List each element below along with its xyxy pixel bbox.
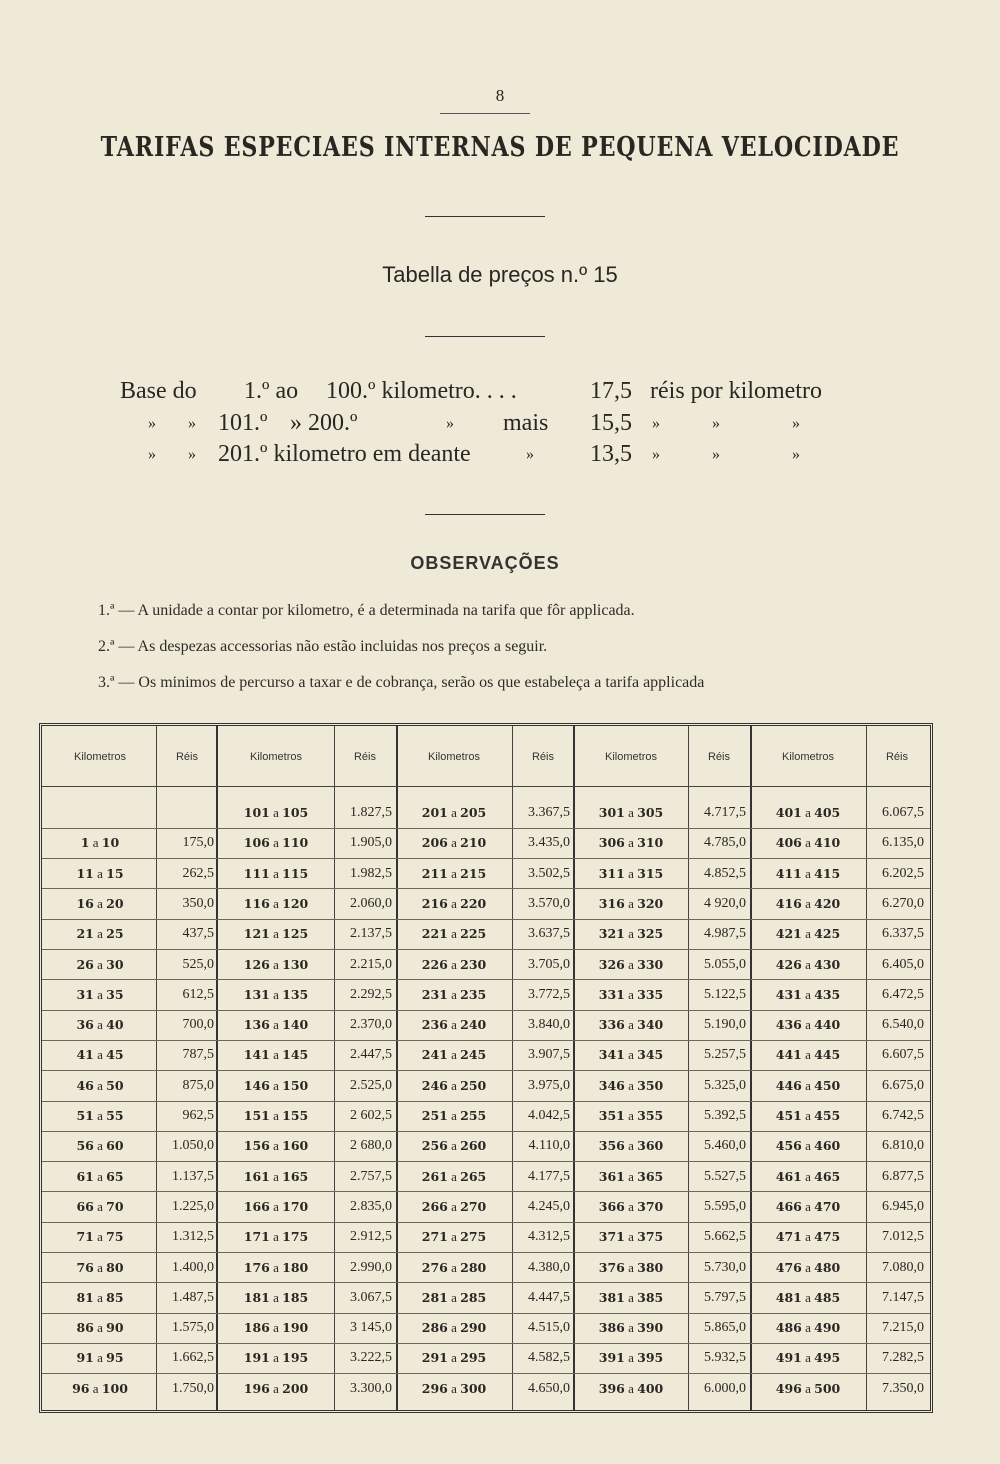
base-cell: 15,5 xyxy=(590,410,632,436)
reis-cell: 6.067,5 xyxy=(882,805,924,820)
base-cell: » xyxy=(652,415,660,432)
divider-bottom xyxy=(425,514,545,515)
page-number-rule xyxy=(440,113,530,114)
km-range-cell: 156 a 160 xyxy=(243,1138,309,1154)
reis-cell: 6.810,0 xyxy=(882,1138,924,1154)
km-range-cell: 216 a 220 xyxy=(421,895,487,911)
reis-cell: 4.987,5 xyxy=(704,926,746,942)
km-range-cell: 91 a 95 xyxy=(76,1350,124,1366)
reis-cell: 2.060,0 xyxy=(350,895,392,911)
km-range-cell: 431 a 435 xyxy=(775,986,841,1002)
km-range-cell: 106 a 110 xyxy=(243,835,309,851)
reis-cell: 3.300,0 xyxy=(350,1380,392,1396)
km-range-cell: 451 a 455 xyxy=(775,1108,841,1123)
reis-cell: 4.110,0 xyxy=(528,1138,570,1154)
base-row-3 xyxy=(0,441,1000,473)
reis-cell: 2 602,5 xyxy=(350,1108,392,1123)
reis-cell: 1.050,0 xyxy=(172,1138,214,1154)
km-range-cell: 76 a 80 xyxy=(76,1259,124,1275)
reis-cell: 3.067,5 xyxy=(350,1289,392,1305)
km-range-cell: 66 a 70 xyxy=(76,1198,124,1214)
reis-cell: 4.515,0 xyxy=(528,1320,570,1336)
reis-cell: 6.202,5 xyxy=(882,865,924,881)
reis-cell: 3.975,0 xyxy=(528,1077,570,1093)
divider-middle xyxy=(425,336,545,337)
reis-cell: 3.367,5 xyxy=(528,805,570,820)
km-range-cell: 401 a 405 xyxy=(775,805,841,820)
reis-cell: 5.122,5 xyxy=(704,986,746,1002)
km-range-cell: 221 a 225 xyxy=(421,926,487,942)
km-range-cell: 26 a 30 xyxy=(76,956,124,972)
km-range-cell: 166 a 170 xyxy=(243,1198,309,1214)
reis-cell: 7.012,5 xyxy=(882,1229,924,1245)
reis-cell: 1.905,0 xyxy=(350,835,392,851)
observation-1: 1.ª — A unidade a contar por kilometro, é a determinada na tarifa que fôr applicada. xyxy=(98,602,635,619)
km-range-cell: 286 a 290 xyxy=(421,1320,487,1336)
reis-cell: 7.080,0 xyxy=(882,1259,924,1275)
reis-cell: 4.177,5 xyxy=(528,1168,570,1184)
base-cell: réis por kilometro xyxy=(650,378,822,404)
km-range-cell: 296 a 300 xyxy=(421,1380,487,1396)
km-range-cell: 396 a 400 xyxy=(598,1380,664,1396)
reis-cell: 4.042,5 xyxy=(528,1108,570,1123)
header-kilometros: Kilometros xyxy=(428,751,480,763)
base-cell: » xyxy=(188,415,196,432)
reis-cell: 6.405,0 xyxy=(882,956,924,972)
reis-cell: 2.137,5 xyxy=(350,926,392,942)
km-range-cell: 16 a 20 xyxy=(76,895,124,911)
km-range-cell: 36 a 40 xyxy=(76,1017,124,1033)
km-range-cell: 81 a 85 xyxy=(76,1289,124,1305)
base-cell: » xyxy=(652,446,660,463)
base-cell: » xyxy=(712,415,720,432)
reis-cell: 5.865,0 xyxy=(704,1320,746,1336)
reis-cell: 6.472,5 xyxy=(882,986,924,1002)
km-range-cell: 416 a 420 xyxy=(775,895,841,911)
reis-cell: 6.945,0 xyxy=(882,1198,924,1214)
base-cell: 101.º xyxy=(218,410,268,436)
reis-cell: 437,5 xyxy=(182,926,214,942)
km-range-cell: 226 a 230 xyxy=(421,956,487,972)
reis-cell: 2.835,0 xyxy=(350,1198,392,1214)
reis-cell: 5.662,5 xyxy=(704,1229,746,1245)
km-range-cell: 426 a 430 xyxy=(775,956,841,972)
reis-cell: 5.392,5 xyxy=(704,1108,746,1123)
base-cell: 17,5 xyxy=(590,378,632,404)
reis-cell: 612,5 xyxy=(182,986,214,1002)
km-range-cell: 421 a 425 xyxy=(775,926,841,942)
km-range-cell: 331 a 335 xyxy=(598,986,664,1002)
header-kilometros: Kilometros xyxy=(605,751,657,763)
base-cell: » xyxy=(526,446,534,463)
reis-cell: 2.215,0 xyxy=(350,956,392,972)
reis-cell: 6.607,5 xyxy=(882,1047,924,1063)
km-range-cell: 346 a 350 xyxy=(598,1077,664,1093)
km-range-cell: 236 a 240 xyxy=(421,1017,487,1033)
km-range-cell: 271 a 275 xyxy=(421,1229,487,1245)
base-cell: » xyxy=(792,415,800,432)
header-reis: Réis xyxy=(885,751,908,763)
subtitle: Tabella de preços n.º 15 xyxy=(382,262,618,287)
km-range-cell: 96 a 100 xyxy=(72,1380,128,1396)
km-range-cell: 291 a 295 xyxy=(421,1350,487,1366)
reis-cell: 5.460,0 xyxy=(704,1138,746,1154)
observation-2: 2.ª — As despezas accessorias não estão incluidas nos preços a seguir. xyxy=(98,638,548,655)
reis-cell: 6.877,5 xyxy=(882,1168,924,1184)
km-range-cell: 146 a 150 xyxy=(243,1077,309,1093)
reis-cell: 5.257,5 xyxy=(704,1047,746,1063)
reis-cell: 2.990,0 xyxy=(350,1259,392,1275)
header-reis: Réis xyxy=(175,751,198,763)
reis-cell: 1.662,5 xyxy=(172,1350,214,1366)
km-range-cell: 246 a 250 xyxy=(421,1077,487,1093)
reis-cell: 5.055,0 xyxy=(704,956,746,972)
km-range-cell: 256 a 260 xyxy=(421,1138,487,1154)
km-range-cell: 211 a 215 xyxy=(421,865,487,881)
reis-cell: 4.582,5 xyxy=(528,1350,570,1366)
km-range-cell: 306 a 310 xyxy=(598,835,664,851)
header-reis: Réis xyxy=(353,751,376,763)
km-range-cell: 56 a 60 xyxy=(76,1138,124,1154)
km-range-cell: 11 a 15 xyxy=(76,865,124,881)
reis-cell: 2.370,0 xyxy=(350,1017,392,1033)
reis-cell: 525,0 xyxy=(182,956,214,972)
reis-cell: 6.270,0 xyxy=(882,895,924,911)
km-range-cell: 266 a 270 xyxy=(421,1198,487,1214)
km-range-cell: 491 a 495 xyxy=(775,1350,841,1366)
km-range-cell: 121 a 125 xyxy=(243,926,309,942)
base-cell: » xyxy=(712,446,720,463)
km-range-cell: 126 a 130 xyxy=(243,956,309,972)
reis-cell: 2.912,5 xyxy=(350,1229,392,1245)
km-range-cell: 251 a 255 xyxy=(421,1108,487,1123)
header-reis: Réis xyxy=(707,751,730,763)
header-kilometros: Kilometros xyxy=(250,751,302,763)
km-range-cell: 231 a 235 xyxy=(421,986,487,1002)
base-row-2 xyxy=(0,410,1000,442)
reis-cell: 1.982,5 xyxy=(350,865,392,881)
reis-cell: 875,0 xyxy=(182,1077,214,1093)
header-kilometros: Kilometros xyxy=(782,751,834,763)
base-cell: » xyxy=(446,415,454,432)
km-range-cell: 471 a 475 xyxy=(775,1229,841,1245)
reis-cell: 5.932,5 xyxy=(704,1350,746,1366)
km-range-cell: 171 a 175 xyxy=(243,1229,309,1245)
reis-cell: 5.190,0 xyxy=(704,1017,746,1033)
base-cell: » xyxy=(148,446,156,463)
km-range-cell: 411 a 415 xyxy=(775,865,841,881)
km-range-cell: 436 a 440 xyxy=(775,1017,841,1033)
reis-cell: 4.380,0 xyxy=(528,1259,570,1275)
base-cell: 1.º ao xyxy=(244,378,299,404)
km-range-cell: 261 a 265 xyxy=(421,1168,487,1184)
km-range-cell: 196 a 200 xyxy=(243,1380,309,1396)
reis-cell: 2.292,5 xyxy=(350,986,392,1002)
km-range-cell: 41 a 45 xyxy=(76,1047,124,1063)
km-range-cell: 276 a 280 xyxy=(421,1259,487,1275)
main-title: TARIFAS ESPECIAES INTERNAS DE PEQUENA VELOCIDADE xyxy=(100,132,900,163)
km-range-cell: 46 a 50 xyxy=(76,1077,124,1093)
observations-title: OBSERVAÇÕES xyxy=(410,553,560,573)
km-range-cell: 361 a 365 xyxy=(598,1168,664,1184)
km-range-cell: 31 a 35 xyxy=(76,986,124,1002)
km-range-cell: 406 a 410 xyxy=(775,835,841,851)
km-range-cell: 461 a 465 xyxy=(775,1168,841,1184)
reis-cell: 6.742,5 xyxy=(882,1108,924,1123)
km-range-cell: 61 a 65 xyxy=(76,1168,124,1184)
reis-cell: 5.325,0 xyxy=(704,1077,746,1093)
km-range-cell: 441 a 445 xyxy=(775,1047,841,1063)
base-cell: » 200.º xyxy=(290,410,358,436)
km-range-cell: 86 a 90 xyxy=(76,1320,124,1336)
km-range-cell: 486 a 490 xyxy=(775,1320,841,1336)
reis-cell: 7.215,0 xyxy=(882,1320,924,1336)
km-range-cell: 206 a 210 xyxy=(421,835,487,851)
page-number: 8 xyxy=(495,86,505,105)
km-range-cell: 386 a 390 xyxy=(598,1320,664,1336)
reis-cell: 4 920,0 xyxy=(704,895,746,911)
reis-cell: 1.312,5 xyxy=(172,1229,214,1245)
km-range-cell: 341 a 345 xyxy=(598,1047,664,1063)
reis-cell: 7.147,5 xyxy=(882,1289,924,1305)
reis-cell: 3.840,0 xyxy=(528,1017,570,1033)
km-range-cell: 136 a 140 xyxy=(243,1017,309,1033)
km-range-cell: 381 a 385 xyxy=(598,1289,664,1305)
km-range-cell: 496 a 500 xyxy=(775,1380,841,1396)
reis-cell: 3.705,0 xyxy=(528,956,570,972)
reis-cell: 350,0 xyxy=(182,895,214,911)
km-range-cell: 476 a 480 xyxy=(775,1259,841,1275)
km-range-cell: 391 a 395 xyxy=(598,1350,664,1366)
km-range-cell: 366 a 370 xyxy=(598,1198,664,1214)
km-range-cell: 186 a 190 xyxy=(243,1320,309,1336)
km-range-cell: 356 a 360 xyxy=(598,1138,664,1154)
reis-cell: 3.222,5 xyxy=(350,1350,392,1366)
reis-cell: 1.827,5 xyxy=(350,805,392,820)
reis-cell: 7.282,5 xyxy=(882,1350,924,1366)
km-range-cell: 176 a 180 xyxy=(243,1259,309,1275)
reis-cell: 6.675,0 xyxy=(882,1077,924,1093)
km-range-cell: 101 a 105 xyxy=(243,805,309,820)
header-kilometros: Kilometros xyxy=(74,751,126,763)
km-range-cell: 321 a 325 xyxy=(598,926,664,942)
header-divider xyxy=(42,786,930,787)
km-range-cell: 351 a 355 xyxy=(598,1108,664,1123)
base-cell: mais xyxy=(503,410,549,436)
km-range-cell: 241 a 245 xyxy=(421,1047,487,1063)
km-range-cell: 116 a 120 xyxy=(243,895,309,911)
km-range-cell: 326 a 330 xyxy=(598,956,664,972)
reis-cell: 1.750,0 xyxy=(172,1380,214,1396)
km-range-cell: 111 a 115 xyxy=(243,865,309,881)
km-range-cell: 316 a 320 xyxy=(598,895,664,911)
reis-cell: 6.337,5 xyxy=(882,926,924,942)
header-reis: Réis xyxy=(531,751,554,763)
reis-cell: 262,5 xyxy=(182,865,214,881)
reis-cell: 6.135,0 xyxy=(882,835,924,851)
reis-cell: 4.312,5 xyxy=(528,1229,570,1245)
base-cell: 100.º kilometro. . . . xyxy=(326,378,517,404)
km-range-cell: 456 a 460 xyxy=(775,1138,841,1154)
km-range-cell: 201 a 205 xyxy=(421,805,487,820)
km-range-cell: 481 a 485 xyxy=(775,1289,841,1305)
km-range-cell: 281 a 285 xyxy=(421,1289,487,1305)
reis-cell: 1.225,0 xyxy=(172,1198,214,1214)
divider-top xyxy=(425,216,545,217)
base-cell: Base do xyxy=(120,378,197,404)
observation-3: 3.ª — Os minimos de percurso a taxar e de cobrança, serão os que estabeleça a tarifa applicada xyxy=(98,674,705,691)
base-cell: 201.º kilometro em deante xyxy=(218,441,471,467)
reis-cell: 787,5 xyxy=(182,1047,214,1063)
km-range-cell: 141 a 145 xyxy=(243,1047,309,1063)
base-cell: » xyxy=(792,446,800,463)
km-range-cell: 466 a 470 xyxy=(775,1198,841,1214)
km-range-cell: 131 a 135 xyxy=(243,986,309,1002)
reis-cell: 3.772,5 xyxy=(528,986,570,1002)
km-range-cell: 376 a 380 xyxy=(598,1259,664,1275)
reis-cell: 4.447,5 xyxy=(528,1289,570,1305)
reis-cell: 3 145,0 xyxy=(350,1320,392,1336)
reis-cell: 7.350,0 xyxy=(882,1380,924,1396)
reis-cell: 5.527,5 xyxy=(704,1168,746,1184)
reis-cell: 4.717,5 xyxy=(704,805,746,820)
base-cell: 13,5 xyxy=(590,441,632,467)
reis-cell: 2 680,0 xyxy=(350,1138,392,1154)
km-range-cell: 71 a 75 xyxy=(76,1229,124,1245)
km-range-cell: 336 a 340 xyxy=(598,1017,664,1033)
reis-cell: 3.435,0 xyxy=(528,835,570,851)
reis-cell: 3.570,0 xyxy=(528,895,570,911)
reis-cell: 4.650,0 xyxy=(528,1380,570,1396)
km-range-cell: 21 a 25 xyxy=(76,926,124,942)
km-range-cell: 161 a 165 xyxy=(243,1168,309,1184)
reis-cell: 962,5 xyxy=(182,1108,214,1123)
reis-cell: 5.797,5 xyxy=(704,1289,746,1305)
reis-cell: 4.785,0 xyxy=(704,835,746,851)
km-range-cell: 311 a 315 xyxy=(598,865,664,881)
reis-cell: 2.757,5 xyxy=(350,1168,392,1184)
base-cell: » xyxy=(148,415,156,432)
base-row-1 xyxy=(0,378,1000,410)
km-range-cell: 301 a 305 xyxy=(598,805,664,820)
base-cell: » xyxy=(188,446,196,463)
km-range-cell: 446 a 450 xyxy=(775,1077,841,1093)
reis-cell: 5.730,0 xyxy=(704,1259,746,1275)
reis-cell: 3.637,5 xyxy=(528,926,570,942)
reis-cell: 1.137,5 xyxy=(172,1168,214,1184)
km-range-cell: 181 a 185 xyxy=(243,1289,309,1305)
reis-cell: 1.400,0 xyxy=(172,1259,214,1275)
km-range-cell: 1 a 10 xyxy=(80,835,120,851)
reis-cell: 5.595,0 xyxy=(704,1198,746,1214)
km-range-cell: 51 a 55 xyxy=(76,1108,124,1123)
km-range-cell: 151 a 155 xyxy=(243,1108,309,1123)
reis-cell: 6.000,0 xyxy=(704,1380,746,1396)
reis-cell: 700,0 xyxy=(182,1017,214,1033)
reis-cell: 6.540,0 xyxy=(882,1017,924,1033)
reis-cell: 175,0 xyxy=(182,835,214,851)
reis-cell: 1.487,5 xyxy=(172,1289,214,1305)
km-range-cell: 191 a 195 xyxy=(243,1350,309,1366)
reis-cell: 3.907,5 xyxy=(528,1047,570,1063)
reis-cell: 2.447,5 xyxy=(350,1047,392,1063)
reis-cell: 1.575,0 xyxy=(172,1320,214,1336)
km-range-cell: 371 a 375 xyxy=(598,1229,664,1245)
reis-cell: 2.525,0 xyxy=(350,1077,392,1093)
reis-cell: 4.245,0 xyxy=(528,1198,570,1214)
reis-cell: 3.502,5 xyxy=(528,865,570,881)
reis-cell: 4.852,5 xyxy=(704,865,746,881)
